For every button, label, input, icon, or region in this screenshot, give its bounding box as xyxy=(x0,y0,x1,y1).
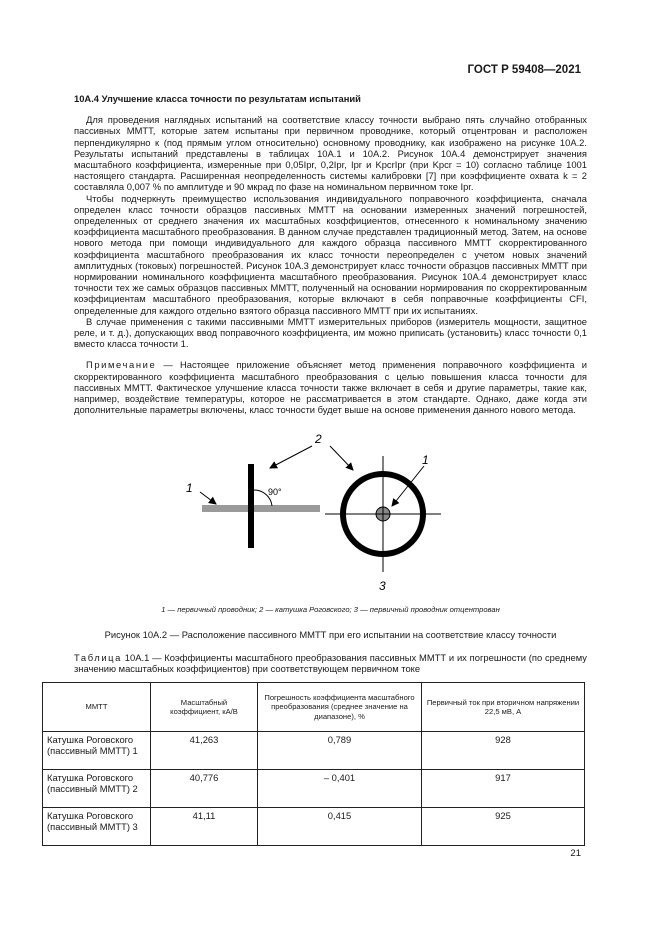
angle-label: 90° xyxy=(268,487,282,497)
paragraph-1: Для проведения наглядных испытаний на соответствие классу точности выбрано пять случайно отобранных пассивных ММТТ, которые затем испытаны при первичном проводнике, который отцентрован и расположен перпендикулярно к (под прямым углом относительно) основному проводнику, как изображено на рисунке 10А.2. Результаты испытаний представлены в таблицах 10А.1 и 10А.2. Рисунок 10А.4 демонстрирует значения масштабного коэффициента, измеренные при 0,05Ipr, 0,2Ipr, Ipr и KpcrIpr (при Kpcr = 10) согласно таблице 1001 настоящего стандарта. Расширенная неопределенность системы калибровки [7] при коэффициенте охвата k = 2 составляла 0,007 % по амплитуде и 90 мкрад по фазе на номинальном первичном токе Ipr. xyxy=(74,114,587,193)
label-3: 3 xyxy=(379,579,386,593)
cell-current: 917 xyxy=(422,770,585,808)
leader-2-left xyxy=(270,446,312,468)
header-scale-factor: Масштабный коэффициент, кА/В xyxy=(151,683,258,732)
scale-factor-table xyxy=(42,682,585,846)
figure-rogowski-arrangement xyxy=(170,428,490,598)
header-error: Погрешность коэффициента масштабного преобразования (среднее значение на диапазоне), % xyxy=(258,683,422,732)
primary-conductor-side xyxy=(202,505,320,512)
note xyxy=(74,359,587,415)
cell-name: Катушка Роговского (пассивный ММТТ) 1 xyxy=(43,732,151,770)
leader-1-left xyxy=(200,492,216,504)
figure-drawing xyxy=(170,428,490,598)
cell-error: 0,415 xyxy=(258,808,422,846)
paragraph-2: Чтобы подчеркнуть преимущество использования индивидуального поправочного коэффициента, сначала определен класс точности образцов пассивных ММТТ на основании измеренных значений погрешностей, определенных от среднего значения их масштабных коэффициентов, отнесенного к номинальному значению коэффициента масштабного преобразования. В данном случае представлен традиционный метод. Затем, на основе нового метода при помощи индивидуального для каждого образца пассивного ММТТ скорректированного коэффициента масштабного преобразования их класс точности переопределен с учетом новых значений амплитудных (токовых) погрешностей. Рисунок 10А.3 демонстрирует класс точности образцов пассивных ММТТ при нормировании номинального коэффициента масштабного преобразования. Рисунок 10А.4 демонстрирует класс точности тех же самых образцов пассивных ММТТ, полученный на основании нормирования по скорректированным коэффициентам масштабного преобразования, которые включают в себя поправочные коэффициенты CFI, определенные для каждого отдельно взятого образца пассивного ММТТ при их испытаниях. xyxy=(74,192,587,316)
cell-scale: 40,776 xyxy=(151,770,258,808)
table-row xyxy=(43,770,585,808)
cell-error: – 0,401 xyxy=(258,770,422,808)
label-2: 2 xyxy=(315,432,322,446)
label-1-right: 1 xyxy=(422,453,429,467)
table-row xyxy=(43,732,585,770)
table-caption-text: 10А.1 — Коэффициенты масштабного преобразования пассивных ММТТ и их погрешности (по среднему значению масштабных коэффициентов) при соответствующем первичном токе xyxy=(74,652,587,675)
table-header-row xyxy=(43,683,585,732)
cell-current: 928 xyxy=(422,732,585,770)
section-title: 10А.4 Улучшение класса точности по результатам испытаний xyxy=(74,93,361,104)
cell-error: 0,789 xyxy=(258,732,422,770)
header-mmtt: ММТТ xyxy=(43,683,151,732)
table-caption xyxy=(74,652,587,674)
figure-title: Рисунок 10А.2 — Расположение пассивного ММТТ при его испытании на соответствие классу точности xyxy=(104,629,557,640)
paragraph-3: В случае применения с такими пассивными ММТТ измерительных приборов (измеритель мощности, защитное реле, и т. д.), допускающих ввод поправочного коэффициента, им можно приписать (установить) класс точности 0,1 вместо класса точности 1. xyxy=(74,315,587,350)
leader-2-right xyxy=(330,446,353,470)
main-text xyxy=(74,93,587,415)
cell-scale: 41,263 xyxy=(151,732,258,770)
cell-scale: 41,11 xyxy=(151,808,258,846)
table-row xyxy=(43,808,585,846)
table-caption-label: Таблица xyxy=(74,652,122,663)
rogowski-coil-side xyxy=(248,464,254,548)
cell-name: Катушка Роговского (пассивный ММТТ) 3 xyxy=(43,808,151,846)
cell-name: Катушка Роговского (пассивный ММТТ) 2 xyxy=(43,770,151,808)
page-number: 21 xyxy=(570,848,581,859)
note-label: Примечание xyxy=(86,359,157,371)
header-primary-current: Первичный ток при вторичном напряжении 22,5 мВ, А xyxy=(422,683,585,732)
document-id: ГОСТ Р 59408—2021 xyxy=(467,64,581,76)
note-text: — Настоящее приложение объясняет метод применения поправочного коэффициента и скорректированного коэффициента масштабного преобразования с целью повышения класса точности для пассивных ММТТ. Фактическое улучшение класса точности также включает в себя и другие параметры, такие как, например, воздействие температуры, которое не рассматривается в этом стандарте. Однако, даже когда эти дополнительные параметры включены, класс точности будет выше на основе применения данного нового метода. xyxy=(74,359,587,416)
cell-current: 925 xyxy=(422,808,585,846)
figure-caption: 1 — первичный проводник; 2 — катушка Роговского; 3 — первичный проводник отцентрован xyxy=(161,605,500,614)
label-1-left: 1 xyxy=(186,481,193,495)
